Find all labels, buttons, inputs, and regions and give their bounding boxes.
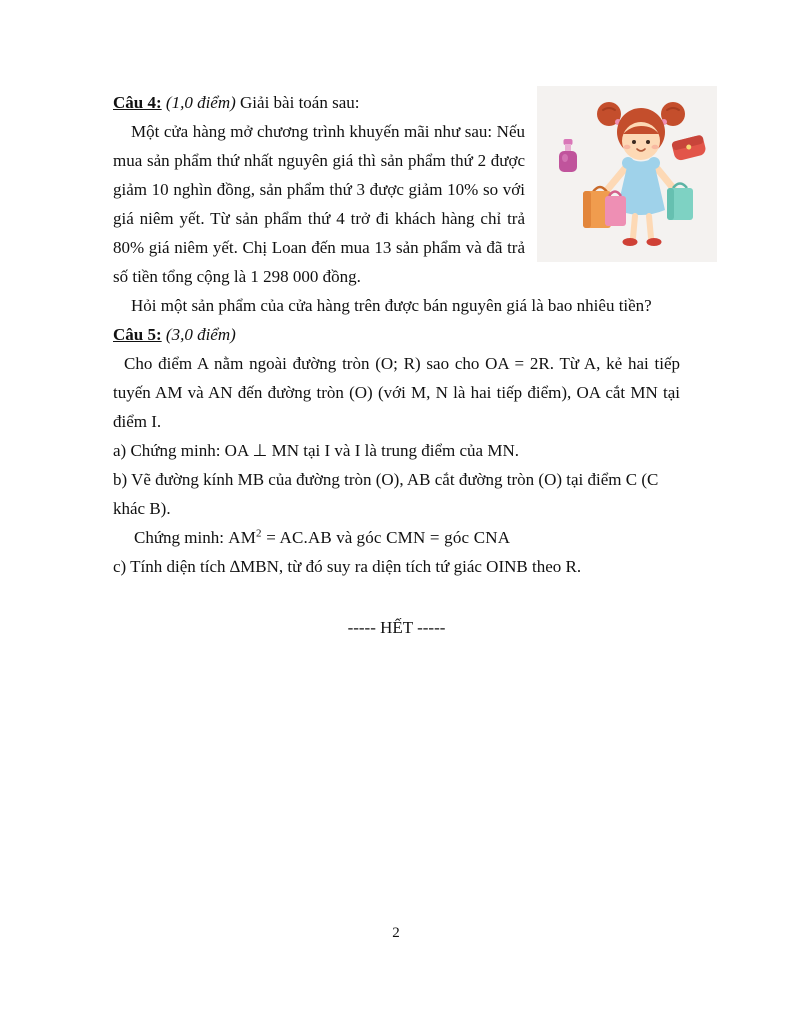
- formula-rest: = AC.AB: [266, 528, 332, 547]
- formula-base: AM: [228, 528, 257, 547]
- cau4-intro: Giải bài toán sau:: [240, 93, 360, 112]
- page-number: 2: [392, 925, 400, 941]
- cau5-part-b: b) Vẽ đường kính MB của đường tròn (O), AB cắt đường tròn (O) tại điểm C (C khác B).: [113, 470, 659, 518]
- part-b2-formula2: góc CMN = góc CNA: [356, 528, 511, 547]
- cau5-heading: [113, 320, 680, 349]
- cau4-body: Một cửa hàng mở chương trình khuyến mãi như sau: Nếu mua sản phẩm thứ nhất nguyên giá thì sản phẩm thứ 2 được giảm 10 nghìn đồng, sản phẩm thứ 3 được giảm 10% so với giá niêm yết. Từ sản phẩm thứ 4 trở đi khách hàng chỉ trả 80% giá niêm yết. Chị Loan đến mua 13 sản phẩm và đã trả số tiền tổng cộng là 1 298 000 đồng.: [113, 122, 525, 286]
- teal-bag-icon: [667, 184, 693, 221]
- part-b2-prefix: Chứng minh:: [134, 528, 224, 547]
- cau5-points: (3,0 điểm): [165, 325, 236, 344]
- page-content: [113, 88, 680, 642]
- shopping-bags-icon: [583, 187, 626, 228]
- cau5-label: Câu 5:: [113, 325, 162, 344]
- cau4-label: Câu 4:: [113, 93, 162, 112]
- part-b2-formula: [228, 528, 332, 547]
- cau4-points: (1,0 điểm): [165, 93, 236, 112]
- cau5-part-b2: [113, 523, 680, 552]
- shopping-girl-illustration: [537, 86, 717, 262]
- cau4-question: Hỏi một sản phẩm của cửa hàng trên được bán nguyên giá là bao nhiêu tiền?: [131, 296, 652, 315]
- part-b2-joiner: và: [336, 528, 353, 547]
- end-marker: ----- HẾT -----: [347, 618, 446, 637]
- cau5-part-a: a) Chứng minh: OA ⊥ MN tại I và I là trung điểm của MN.: [113, 441, 519, 460]
- cau5-intro: Cho điểm A nằm ngoài đường tròn (O; R) sao cho OA = 2R. Từ A, kẻ hai tiếp tuyến AM và AN đến đường tròn (O) (với M, N là hai tiếp điểm), OA cắt MN tại điểm I.: [113, 354, 680, 431]
- shopping-girl-graphic: [537, 86, 717, 262]
- formula-sup: 2: [256, 527, 262, 540]
- cau5-part-c: c) Tính diện tích ∆MBN, từ đó suy ra diện tích tứ giác OINB theo R.: [113, 557, 582, 576]
